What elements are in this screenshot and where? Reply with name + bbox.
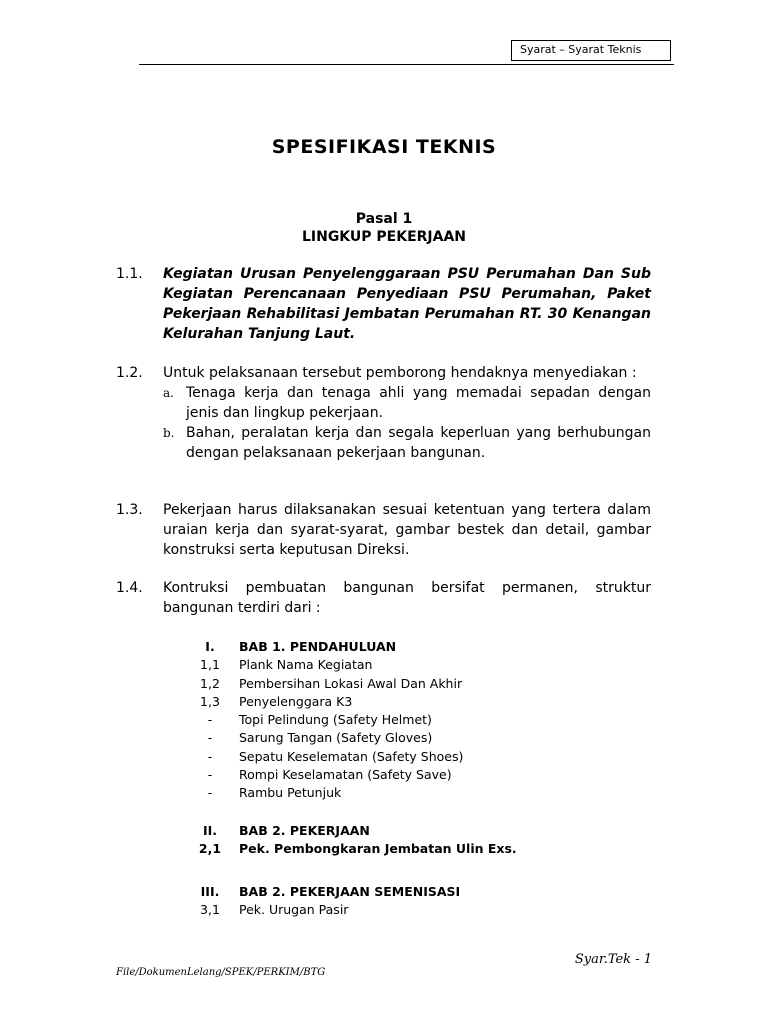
section-number: 1.1. [116, 266, 143, 282]
bab-title: BAB 2. PEKERJAAN [239, 823, 370, 838]
section-text: Kontruksi pembuatan bangunan bersifat permanen, struktur bangunan terdiri dari : [163, 580, 651, 616]
bab-title: BAB 1. PENDAHULUAN [239, 639, 397, 654]
bab-number: II. [202, 823, 218, 838]
item-number: - [207, 785, 213, 801]
list-item [190, 693, 640, 711]
section-1-3 [116, 500, 651, 560]
list-item-b [163, 423, 651, 463]
item-text: Sepatu Keselematan (Safety Shoes) [239, 748, 464, 764]
pasal-number: Pasal 1 [355, 211, 413, 227]
item-number: 1,1 [200, 657, 220, 673]
item-text: Pek. Urugan Pasir [239, 902, 349, 918]
item-text: Penyelenggara K3 [239, 693, 353, 709]
list-item [190, 840, 640, 858]
section-1-1 [116, 264, 651, 344]
item-text: Topi Pelindung (Safety Helmet) [239, 712, 432, 728]
bab-heading [190, 883, 640, 901]
list-item [190, 784, 640, 802]
item-number: 2,1 [198, 841, 222, 857]
item-number: - [207, 730, 213, 746]
section-number: 1.4. [116, 580, 143, 596]
bab-1-list [190, 638, 640, 803]
section-1-2 [116, 363, 651, 463]
item-number: - [207, 748, 213, 764]
item-text: Rambu Petunjuk [239, 785, 342, 801]
section-text: Untuk pelaksanaan tersebut pemborong hendaknya menyediakan : [163, 365, 637, 381]
section-number: 1.3. [116, 502, 143, 518]
item-number: - [207, 712, 213, 728]
section-number: 1.2. [116, 365, 143, 381]
list-text: Bahan, peralatan kerja dan segala keperluan yang berhubungan dengan pelaksanaan pekerjaan bangunan. [186, 425, 651, 461]
document-title: SPESIFIKASI TEKNIS [271, 136, 497, 158]
bab-heading [190, 822, 640, 840]
pasal-heading [0, 210, 768, 246]
list-item [190, 766, 640, 784]
item-number: 3,1 [200, 902, 220, 918]
file-path: File/DokumenLelang/SPEK/PERKIM/BTG [116, 967, 326, 978]
header-rule [139, 64, 674, 65]
list-text: Tenaga kerja dan tenaga ahli yang memadai sepadan dengan jenis dan lingkup pekerjaan. [186, 385, 651, 421]
list-item [190, 748, 640, 766]
item-text: Pek. Pembongkaran Jembatan Ulin Exs. [239, 841, 517, 857]
header-tag: Syarat – Syarat Teknis [511, 40, 671, 61]
list-label: a. [163, 386, 174, 400]
item-text: Sarung Tangan (Safety Gloves) [239, 730, 433, 746]
list-item [190, 901, 640, 919]
page-number: Syar.Tek - 1 [574, 952, 652, 967]
list-item [190, 729, 640, 747]
bab-2-list [190, 822, 640, 859]
section-1-4 [116, 578, 651, 618]
item-text: Plank Nama Kegiatan [239, 657, 373, 673]
list-item [190, 656, 640, 674]
list-item-a [163, 383, 651, 423]
item-text: Rompi Keselamatan (Safety Save) [239, 767, 452, 783]
bab-number: III. [200, 884, 220, 899]
item-number: 1,2 [200, 675, 220, 691]
bab-3-list [190, 883, 640, 920]
list-item [190, 675, 640, 693]
item-number: 1,3 [200, 693, 220, 709]
bab-heading [190, 638, 640, 656]
section-text: Pekerjaan harus dilaksanakan sesuai ketentuan yang tertera dalam uraian kerja dan syarat-syarat, gambar bestek dan detail, gambar konstruksi serta keputusan Direksi. [163, 502, 651, 558]
list-item [190, 711, 640, 729]
bab-title: BAB 2. PEKERJAAN SEMENISASI [239, 884, 461, 899]
bab-number: I. [205, 639, 215, 654]
item-number: - [207, 767, 213, 783]
section-text: Kegiatan Urusan Penyelenggaraan PSU Perumahan Dan Sub Kegiatan Perencanaan Penyediaan PSU Perumahan, Paket Pekerjaan Rehabilitasi Jembatan Perumahan RT. 30 Kenangan Kelurahan Tanjung Laut. [163, 266, 651, 342]
pasal-title: LINGKUP PEKERJAAN [301, 229, 467, 245]
item-text: Pembersihan Lokasi Awal Dan Akhir [239, 675, 463, 691]
list-label: b. [163, 426, 175, 440]
